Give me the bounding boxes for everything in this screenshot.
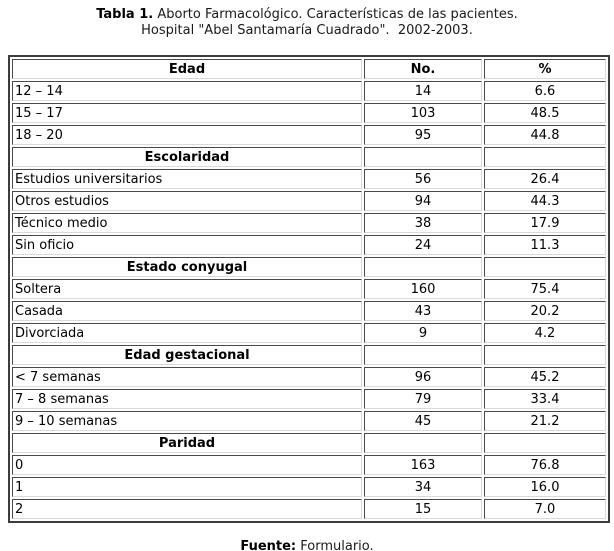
table-row [12,367,606,387]
col-header-no: No. [364,59,482,79]
percent-cell: 11.3 [484,235,606,255]
count-cell: 95 [364,125,482,145]
count-cell: 14 [364,81,482,101]
table-row [12,279,606,299]
row-label-cell: Casada [12,301,362,321]
count-cell: 163 [364,455,482,475]
section-title-cell: Estado conyugal [12,257,362,277]
row-label-cell: 18 – 20 [12,125,362,145]
table-title-label: Tabla 1. [96,7,154,22]
empty-cell [484,433,606,453]
table-row [12,169,606,189]
count-cell: 56 [364,169,482,189]
source-text: Formulario. [296,539,374,551]
source-label: Fuente: [240,539,297,551]
percent-cell: 44.8 [484,125,606,145]
count-cell: 9 [364,323,482,343]
empty-cell [484,147,606,167]
table-title [0,0,614,39]
percent-cell: 45.2 [484,367,606,387]
percent-cell: 6.6 [484,81,606,101]
percent-cell: 21.2 [484,411,606,431]
percent-cell: 48.5 [484,103,606,123]
row-label-cell: 0 [12,455,362,475]
row-label-cell: 12 – 14 [12,81,362,101]
section-title-cell: Escolaridad [12,147,362,167]
percent-cell: 17.9 [484,213,606,233]
table-row [12,301,606,321]
section-row-paridad [12,433,606,453]
count-cell: 38 [364,213,482,233]
source-line [0,539,614,551]
count-cell: 160 [364,279,482,299]
table-row [12,455,606,475]
table-row [12,125,606,145]
percent-cell: 7.0 [484,499,606,519]
percent-cell: 33.4 [484,389,606,409]
table-row [12,323,606,343]
row-label-cell: < 7 semanas [12,367,362,387]
row-label-cell: Otros estudios [12,191,362,211]
empty-cell [364,147,482,167]
row-label-cell: Sin oficio [12,235,362,255]
row-label-cell: Divorciada [12,323,362,343]
empty-cell [484,345,606,365]
table-row [12,235,606,255]
row-label-cell: Soltera [12,279,362,299]
percent-cell: 16.0 [484,477,606,497]
section-title-cell: Paridad [12,433,362,453]
col-header-edad: Edad [12,59,362,79]
row-label-cell: 2 [12,499,362,519]
table-header-row [12,59,606,79]
patient-characteristics-table [8,55,610,523]
row-label-cell: 1 [12,477,362,497]
table-row [12,213,606,233]
empty-cell [484,257,606,277]
percent-cell: 44.3 [484,191,606,211]
table-row [12,411,606,431]
count-cell: 79 [364,389,482,409]
count-cell: 43 [364,301,482,321]
count-cell: 24 [364,235,482,255]
section-row-edad-gestacional [12,345,606,365]
count-cell: 94 [364,191,482,211]
row-label-cell: Estudios universitarios [12,169,362,189]
percent-cell: 4.2 [484,323,606,343]
row-label-cell: 9 – 10 semanas [12,411,362,431]
percent-cell: 75.4 [484,279,606,299]
percent-cell: 26.4 [484,169,606,189]
row-label-cell: Técnico medio [12,213,362,233]
table-row [12,477,606,497]
count-cell: 45 [364,411,482,431]
section-row-escolaridad [12,147,606,167]
table-row [12,191,606,211]
percent-cell: 20.2 [484,301,606,321]
table-row [12,81,606,101]
table-row [12,103,606,123]
section-title-cell: Edad gestacional [12,345,362,365]
col-header-percent: % [484,59,606,79]
empty-cell [364,345,482,365]
section-row-estado-conyugal [12,257,606,277]
row-label-cell: 7 – 8 semanas [12,389,362,409]
table-row [12,499,606,519]
empty-cell [364,433,482,453]
table-title-text: Aborto Farmacológico. Características de las pacientes. [153,7,518,22]
count-cell: 15 [364,499,482,519]
count-cell: 96 [364,367,482,387]
count-cell: 103 [364,103,482,123]
table-row [12,389,606,409]
count-cell: 34 [364,477,482,497]
row-label-cell: 15 – 17 [12,103,362,123]
empty-cell [364,257,482,277]
table-title-line2: Hospital "Abel Santamaría Cuadrado". 2002-2003. [141,23,473,38]
table-title-line1 [0,7,614,23]
percent-cell: 76.8 [484,455,606,475]
